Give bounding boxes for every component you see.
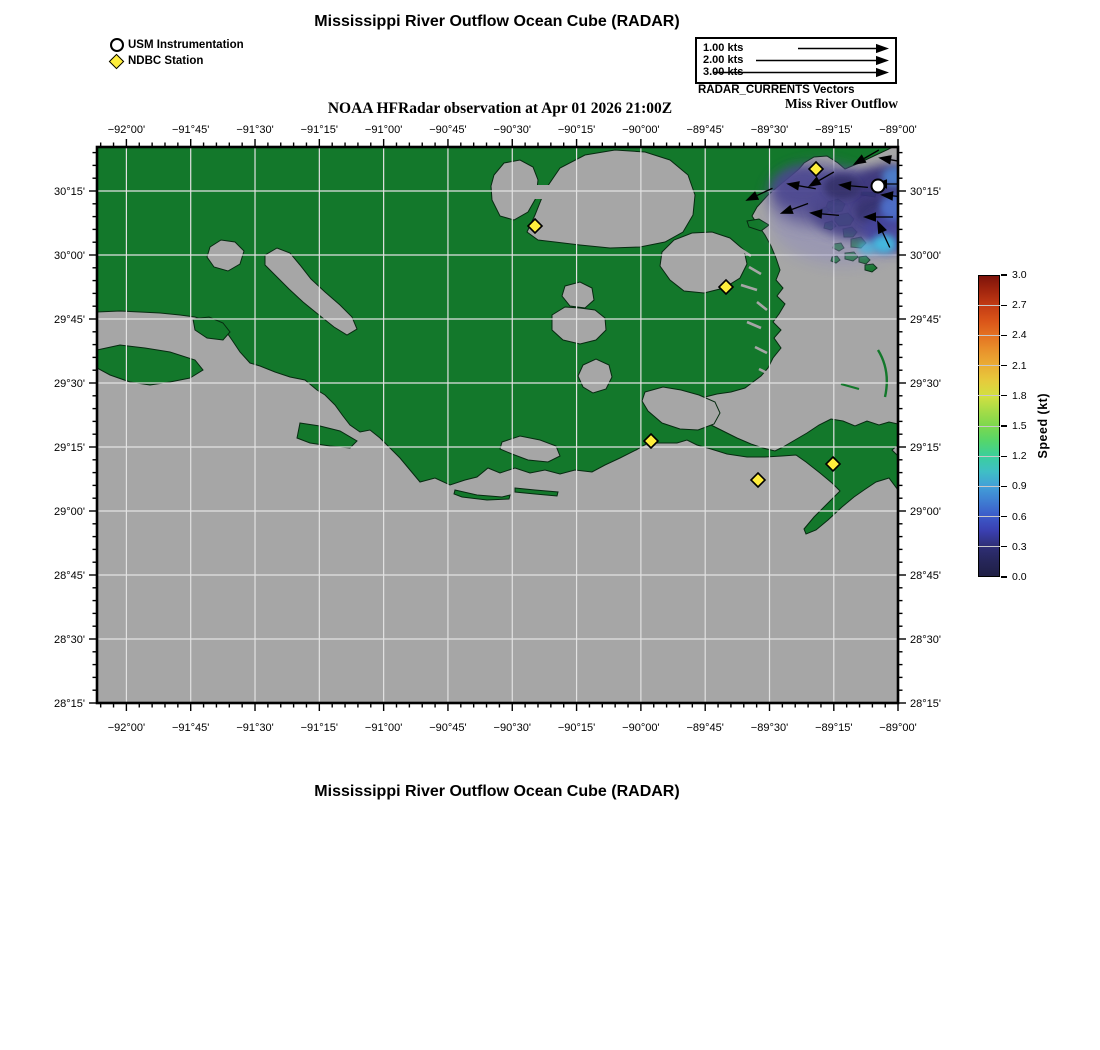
lon-tick-label: −90°00' [622, 124, 660, 136]
colorbar-inner-line [978, 426, 1000, 427]
figure-title-top: Mississippi River Outflow Ocean Cube (RADAR) [314, 13, 680, 30]
colorbar-inner-line [978, 456, 1000, 457]
colorbar-tick-label: 2.4 [1012, 329, 1027, 342]
colorbar-tick-label: 0.3 [1012, 540, 1027, 553]
speed-patch [824, 175, 860, 199]
lon-tick-label: −91°30' [236, 124, 274, 136]
speed-patch [858, 242, 876, 254]
speed-patch [872, 235, 896, 253]
colorbar-tick-label: 0.6 [1012, 510, 1027, 523]
colorbar-tick-label: 3.0 [1012, 269, 1027, 281]
lon-tick-label: −89°15' [815, 124, 853, 136]
lon-tick-label: −89°00' [879, 722, 917, 734]
lat-tick-label: 30°00' [910, 250, 941, 262]
colorbar-title-text: Speed (kt) [1036, 393, 1050, 459]
colorbar-tick-label: 0.9 [1012, 480, 1027, 493]
colorbar-tick [1001, 274, 1007, 275]
lat-tick-label: 29°00' [54, 506, 85, 518]
usm-station-marker [872, 180, 885, 193]
colorbar-tick-label: 1.2 [1012, 450, 1027, 463]
colorbar-tick-label: 1.5 [1012, 420, 1027, 432]
colorbar-title [1036, 275, 1050, 577]
vector-scale-label-3: 3.00 kts [703, 66, 744, 78]
colorbar-inner-line [978, 546, 1000, 547]
vector-scale-box [695, 37, 897, 84]
speed-patch [880, 194, 910, 220]
lat-tick-label: 29°45' [54, 314, 85, 326]
colorbar-tick [1001, 365, 1007, 366]
lon-tick-label: −91°30' [236, 722, 274, 734]
lat-tick-label: 28°15' [910, 698, 941, 710]
map-legend [110, 37, 244, 69]
colorbar-inner-line [978, 486, 1000, 487]
lat-tick-label: 29°00' [910, 506, 941, 518]
lon-tick-label: −90°15' [557, 722, 596, 734]
ndbc-diamond-icon [109, 53, 125, 69]
colorbar-tick-label: 2.1 [1012, 359, 1027, 372]
lon-tick-label: −90°30' [493, 722, 531, 734]
current-speed-field [769, 164, 925, 265]
colorbar-tick [1001, 576, 1007, 577]
lat-tick-label: 30°00' [54, 250, 85, 262]
colorbar-tick-label: 0.0 [1012, 571, 1027, 583]
colorbar-tick-label: 1.8 [1012, 389, 1027, 402]
colorbar-inner-line [978, 516, 1000, 517]
legend-ndbc-label: NDBC Station [128, 55, 204, 67]
lon-tick-label: −90°45' [429, 124, 467, 136]
figure-title-bottom: Mississippi River Outflow Ocean Cube (RADAR) [314, 783, 680, 800]
lat-tick-label: 30°15' [910, 186, 941, 198]
colorbar-tick [1001, 425, 1007, 426]
lat-tick-label: 28°45' [910, 570, 941, 582]
vector-scale-label-1: 1.00 kts [703, 42, 744, 54]
lat-tick-label: 28°45' [54, 570, 85, 582]
colorbar-tick-label: 2.7 [1012, 299, 1027, 312]
lat-tick-label: 28°15' [54, 698, 85, 710]
usm-circle-icon [110, 38, 124, 52]
colorbar-tick [1001, 305, 1007, 306]
lon-tick-label: −90°00' [622, 722, 660, 734]
colorbar-inner-line [978, 365, 1000, 366]
legend-item-ndbc [110, 53, 244, 69]
lon-tick-label: −90°30' [493, 124, 531, 136]
lon-tick-label: −90°15' [557, 124, 596, 136]
lon-tick-label: −89°00' [879, 124, 917, 136]
vector-scale-label-2: 2.00 kts [703, 54, 744, 66]
vector-subcaption: Miss River Outflow [785, 96, 898, 111]
lon-tick-label: −89°30' [750, 124, 789, 136]
colorbar-tick [1001, 486, 1007, 487]
lon-tick-label: −91°00' [364, 722, 403, 734]
lon-tick-label: −91°45' [172, 722, 210, 734]
lon-tick-label: −91°45' [172, 124, 210, 136]
lon-tick-label: −89°30' [750, 722, 789, 734]
lat-tick-label: 28°30' [54, 634, 85, 646]
colorbar-inner-line [978, 335, 1000, 336]
lon-tick-label: −92°00' [107, 722, 146, 734]
lat-tick-label: 29°30' [910, 378, 941, 390]
legend-item-usm [110, 37, 244, 53]
colorbar-tick [1001, 516, 1007, 517]
lat-tick-label: 29°15' [910, 442, 941, 454]
lon-tick-label: −89°45' [686, 124, 724, 136]
vector-caption: RADAR_CURRENTS Vectors [698, 84, 855, 96]
lat-tick-label: 29°15' [54, 442, 85, 454]
lon-tick-label: −91°15' [300, 124, 339, 136]
colorbar-inner-line [978, 395, 1000, 396]
colorbar-tick [1001, 335, 1007, 336]
lon-tick-label: −91°15' [300, 722, 339, 734]
colorbar-tick [1001, 456, 1007, 457]
lat-tick-label: 30°15' [54, 186, 85, 198]
lon-tick-label: −89°45' [686, 722, 724, 734]
lat-tick-label: 29°30' [54, 378, 85, 390]
lon-tick-label: −89°15' [815, 722, 853, 734]
lat-tick-label: 29°45' [910, 314, 941, 326]
lon-tick-label: −91°00' [364, 124, 403, 136]
colorbar-inner-line [978, 305, 1000, 306]
map-plot [52, 115, 957, 745]
lat-tick-label: 28°30' [910, 634, 941, 646]
colorbar-tick [1001, 546, 1007, 547]
pass-manchac [531, 185, 549, 199]
lon-tick-label: −90°45' [429, 722, 467, 734]
map-title: NOAA HFRadar observation at Apr 01 2026 21:00Z [327, 100, 673, 117]
lon-tick-label: −92°00' [107, 124, 146, 136]
legend-usm-label: USM Instrumentation [128, 39, 244, 51]
colorbar-tick [1001, 395, 1007, 396]
